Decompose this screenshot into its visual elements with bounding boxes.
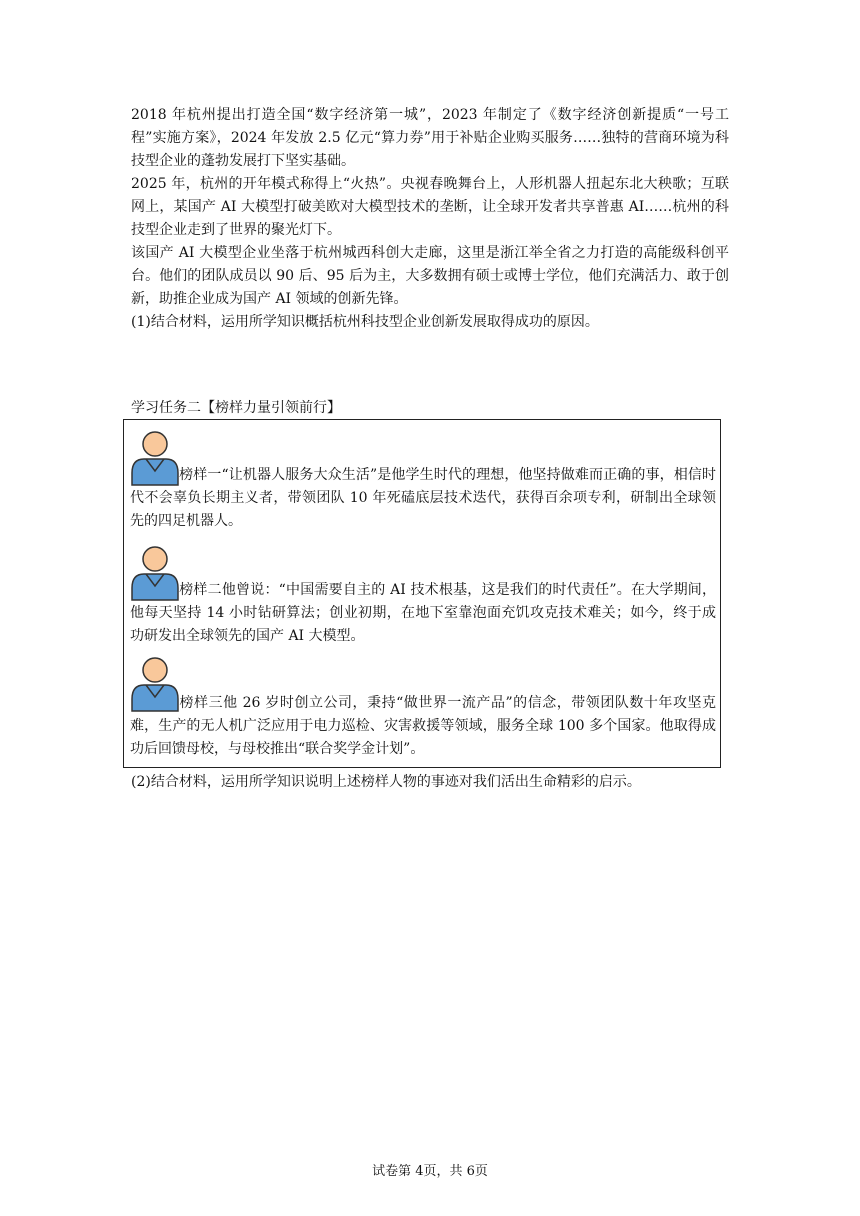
question-2: (2)结合材料，运用所学知识说明上述榜样人物的事迹对我们活出生命精彩的启示。 (131, 774, 641, 790)
role-model-1 (130, 464, 716, 533)
role-model-box (123, 419, 721, 768)
task-2-heading: 学习任务二【榜样力量引领前行】 (131, 400, 341, 416)
role-model-2-text: 榜样二他曾说：“中国需要自主的 AI 技术根基，这是我们的时代责任”。在大学期间，他每天坚持 14 小时钻研算法；创业初期，在地下室靠泡面充饥攻克技术难关；如今，终于成功研发出全球领先的国产 AI 大模型。 (130, 582, 716, 644)
role-model-2 (130, 579, 716, 648)
question-1: (1)结合材料，运用所学知识概括杭州科技型企业创新发展取得成功的原因。 (131, 314, 599, 330)
page-number-footer: 试卷第 4页，共 6页 (372, 1164, 488, 1179)
role-model-3 (130, 692, 716, 761)
material-paragraph-1: 2018 年杭州提出打造全国“数字经济第一城”，2023 年制定了《数字经济创新提质“一号工程”实施方案》，2024 年发放 2.5 亿元“算力券”用于补贴企业购买服务……独特的营商环境为科技型企业的蓬勃发展打下坚实基础。 (131, 107, 729, 169)
role-model-3-text: 榜样三他 26 岁时创立公司，秉持“做世界一流产品”的信念，带领团队数十年攻坚克难，生产的无人机广泛应用于电力巡检、灾害救援等领域，服务全球 100 多个国家。他取得成功后回馈母校，与母校推出“联合奖学金计划”。 (130, 695, 716, 757)
material-paragraph-2: 2025 年，杭州的开年模式称得上“火热”。央视春晚舞台上，人形机器人扭起东北大秧歌；互联网上，某国产 AI 大模型打破美欧对大模型技术的垄断，让全球开发者共享普惠 AI……杭州的科技型企业走到了世界的聚光灯下。 (131, 176, 729, 238)
role-model-1-text: 榜样一“让机器人服务大众生活”是他学生时代的理想，他坚持做难而正确的事，相信时代不会辜负长期主义者，带领团队 10 年死磕底层技术迭代，获得百余项专利，研制出全球领先的四足机器人。 (130, 467, 716, 529)
material-paragraph-3: 该国产 AI 大模型企业坐落于杭州城西科创大走廊，这里是浙江举全省之力打造的高能级科创平台。他们的团队成员以 90 后、95 后为主，大多数拥有硕士或博士学位，他们充满活力、敢于创新，助推企业成为国产 AI 领域的创新先锋。 (131, 245, 729, 307)
